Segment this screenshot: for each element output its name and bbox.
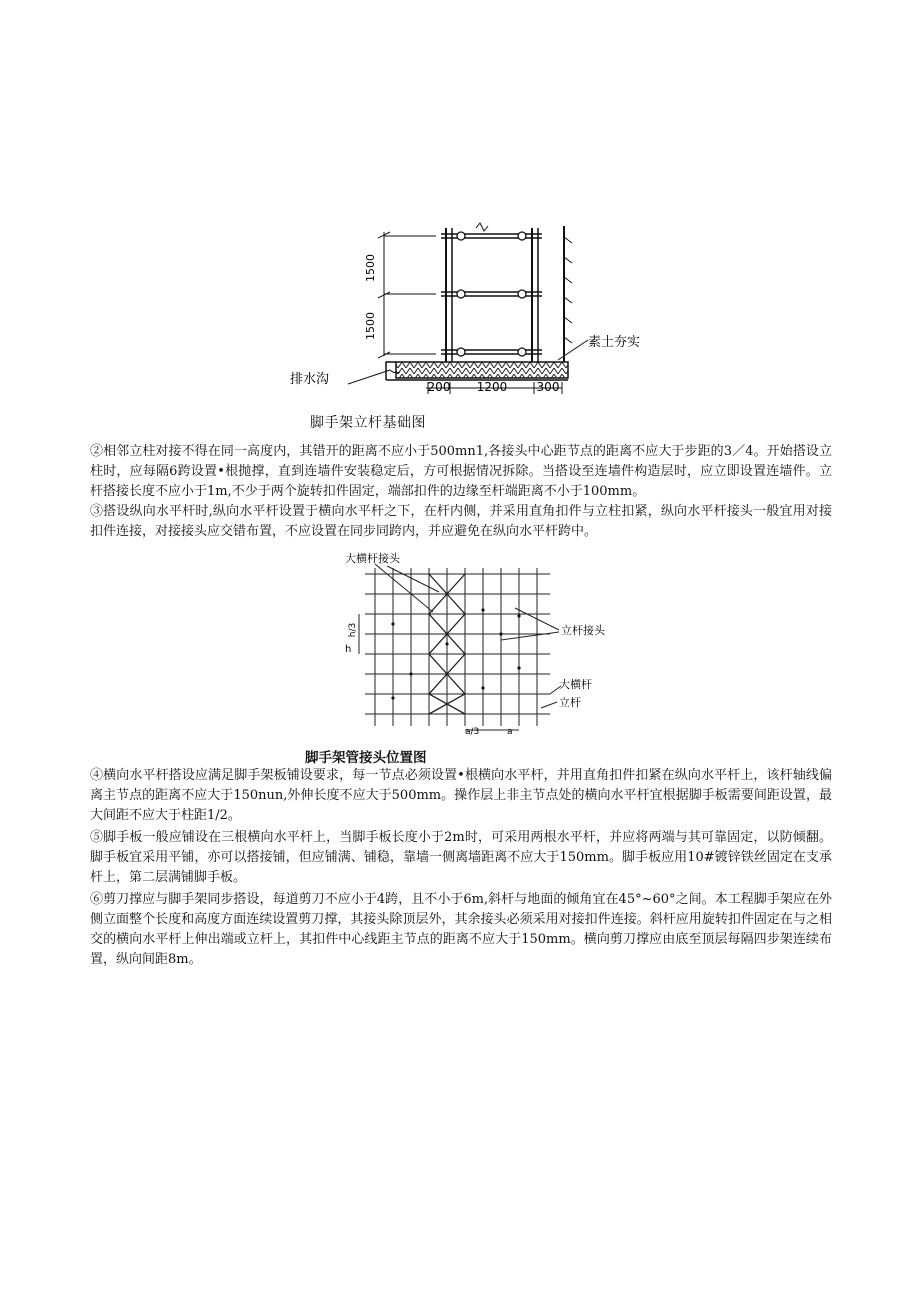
ledger-label: 大横杆	[559, 678, 592, 691]
dim-right-label: 300	[536, 380, 560, 394]
post-joint-label: 立杆接头	[561, 624, 605, 637]
height-label-upper: 1500	[364, 254, 377, 282]
paragraph-scaffold-boards: ⑤脚手板一般应铺设在三根横向水平杆上，当脚手板长度小于2m时，可采用两根水平杆，并应将两端与其可靠固定，以防倾翻。脚手板宜采用平铺，亦可以搭接铺，但应铺满、铺稳，靠墙一侧离墙距离不应大于150mm。脚手板应用10#镀锌铁丝固定在支承杆上，第二层满铺脚手板。	[90, 830, 832, 885]
h-label: h	[345, 644, 352, 655]
paragraph-longitudinal-bars: ③搭设纵向水平杆时,纵向水平杆设置于横向水平杆之下，在杆内侧，并采用直角扣件与立柱扣紧，纵向水平杆接头一般宜用对接扣件连接，对接接头应交错布置，不应设置在同步同跨内，并应避免在纵向水平杆跨中。	[90, 504, 832, 539]
scaffold-joint-grid-diagram	[335, 548, 625, 740]
paragraph-transverse-bars: ④横向水平杆搭设应满足脚手架板铺设要求，每一节点必须设置•根横向水平杆，并用直角扣件扣紧在纵向水平杆上，该杆轴线偏离主节点的距离不应大于150nun,外伸长度不应大于500mm。操作层上非主节点处的横向水平杆宜根据脚手板需要间距设置，最大间距不应大于柱距1/2。	[90, 768, 832, 823]
post-label: 立杆	[559, 696, 581, 709]
paragraph-post-joints: ②相邻立柱对接不得在同一高度内，其错开的距离不应小于500mn1,各接头中心距节点的距离不应大于步距的3／4。开始搭设立柱时，应每隔6跨设置•根抛撑，直到连墙件安装稳定后，方可根据情况拆除。当搭设至连墙件构造层时，应立即设置连墙件。立杆搭接长度不应小于1m,不少于两个旋转扣件固定，端部扣件的边缘至杆端距离不小于100mm。	[90, 444, 832, 499]
scaffold-foundation-diagram	[286, 212, 641, 398]
a-label: a	[507, 727, 513, 737]
height-label-lower: 1500	[364, 312, 377, 340]
dim-left-label: 200	[427, 380, 451, 394]
drain-label: 排水沟	[290, 372, 330, 387]
soil-label: 素土夯实	[588, 335, 641, 350]
paragraph-scissor-braces: ⑥剪刀撑应与脚手架同步搭设，每道剪刀不应小于4跨，且不小于6m,斜杆与地面的倾角宜在45°~60°之间。本工程脚手架应在外侧立面整个长度和高度方面连续设置剪刀撑，其接头除顶层外，其余接头必须采用对接扣件连接。斜杆应用旋转扣件固定在与之相交的横向水平杆上伸出端或立杆上，其扣件中心线距主节点的距离不应大于150mm。横向剪刀撑应由底至顶层每隔四步架连续布置，纵向间距8m。	[90, 892, 832, 967]
figure2-caption: 脚手架管接头位置图	[305, 750, 427, 766]
dim-mid-label: 1200	[476, 380, 508, 394]
ledger-joint-label: 大横杆接头	[345, 552, 400, 565]
figure1-caption: 脚手架立杆基础图	[310, 415, 426, 431]
h3-label: h/3	[348, 622, 358, 638]
a3-label: a/3	[465, 727, 480, 737]
